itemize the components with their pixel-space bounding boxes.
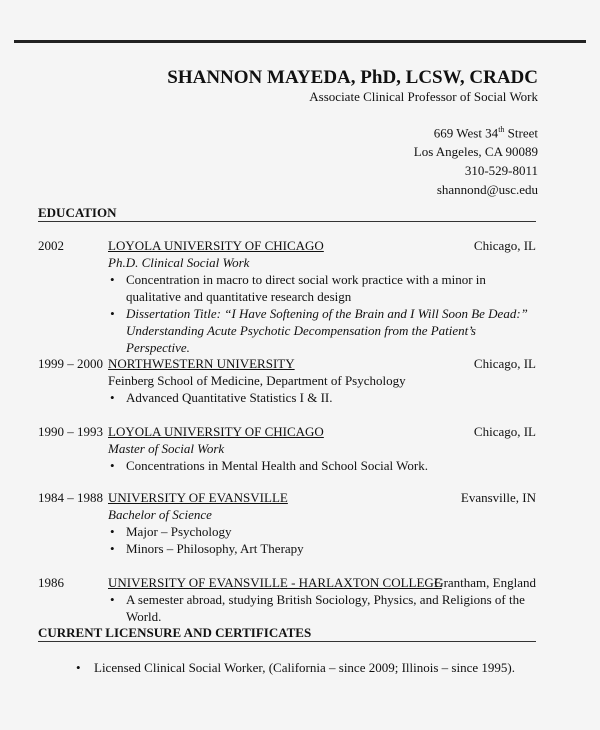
address-superscript: th — [498, 125, 505, 134]
bullet-item: • Concentrations in Mental Health and School Social Work. — [108, 457, 536, 474]
education-entry-5 — [38, 574, 536, 625]
email: shannond@usc.edu — [436, 182, 538, 198]
education-entry-3 — [38, 423, 536, 474]
education-entry-1 — [38, 237, 536, 356]
entry-location: Chicago, IL — [473, 238, 536, 253]
entry-bullets — [108, 457, 536, 474]
entry-institution: UNIVERSITY OF EVANSVILLE - HARLAXTON COLLEGE — [108, 575, 442, 590]
education-entry-2 — [38, 355, 536, 406]
bullet-item: • Advanced Quantitative Statistics I & II. — [108, 389, 536, 406]
top-rule — [14, 40, 586, 43]
licensure-text: Licensed Clinical Social Worker, (California – since 2009; Illinois – since 1995). — [94, 660, 515, 675]
entry-location: Grantham, England — [434, 575, 536, 590]
entry-institution: NORTHWESTERN UNIVERSITY — [108, 356, 295, 371]
entry-bullets — [108, 523, 536, 557]
address-line-1 — [414, 120, 538, 142]
address-street-suffix: Street — [504, 125, 538, 141]
entry-degree: Feinberg School of Medicine, Department of Psychology — [108, 373, 406, 388]
licensure-rule — [38, 641, 536, 642]
entry-year: 2002 — [38, 238, 64, 253]
bullet-item: • Dissertation Title: “I Have Softening of the Brain and I Will Soon Be Dead:” Understanding Acute Psychotic Decompensation from the Patient’s Perspective. — [108, 305, 536, 356]
resume-name: SHANNON MAYEDA, PhD, LCSW, CRADC — [167, 67, 538, 88]
licensure-item — [76, 660, 515, 676]
education-heading: EDUCATION — [38, 205, 117, 220]
entry-location: Chicago, IL — [473, 356, 536, 371]
entry-year: 1999 – 2000 — [38, 356, 103, 371]
entry-degree: Ph.D. Clinical Social Work — [108, 255, 250, 270]
contact-block — [414, 120, 538, 199]
entry-degree: Bachelor of Science — [108, 507, 212, 522]
address-line-2: Los Angeles, CA 90089 — [413, 144, 538, 160]
entry-institution: UNIVERSITY OF EVANSVILLE — [108, 490, 288, 505]
entry-institution: LOYOLA UNIVERSITY OF CHICAGO — [108, 424, 324, 439]
entry-location: Chicago, IL — [473, 424, 536, 439]
entry-location: Evansville, IN — [460, 490, 536, 505]
education-rule — [38, 221, 536, 222]
phone: 310-529-8011 — [464, 163, 538, 179]
bullet-item: • Major – Psychology — [108, 523, 536, 540]
entry-bullets — [108, 271, 536, 356]
bullet-item: • Concentration in macro to direct social work practice with a minor in qualitative and quantitative research design — [108, 271, 536, 305]
bullet-item: • A semester abroad, studying British Sociology, Physics, and Religions of the World. — [108, 591, 536, 625]
bullet-dot-icon: • — [76, 660, 81, 675]
address-street-number: 669 West 34 — [433, 125, 499, 141]
entry-year: 1984 – 1988 — [38, 490, 103, 505]
education-entry-4 — [38, 489, 536, 557]
entry-bullets — [108, 389, 536, 406]
bullet-item: • Minors – Philosophy, Art Therapy — [108, 540, 536, 557]
entry-bullets — [108, 591, 536, 625]
entry-year: 1990 – 1993 — [38, 424, 103, 439]
licensure-heading: CURRENT LICENSURE AND CERTIFICATES — [38, 625, 312, 640]
job-title: Associate Clinical Professor of Social Work — [309, 89, 538, 104]
entry-institution: LOYOLA UNIVERSITY OF CHICAGO — [108, 238, 324, 253]
entry-year: 1986 — [38, 575, 64, 590]
entry-degree: Master of Social Work — [108, 441, 225, 456]
